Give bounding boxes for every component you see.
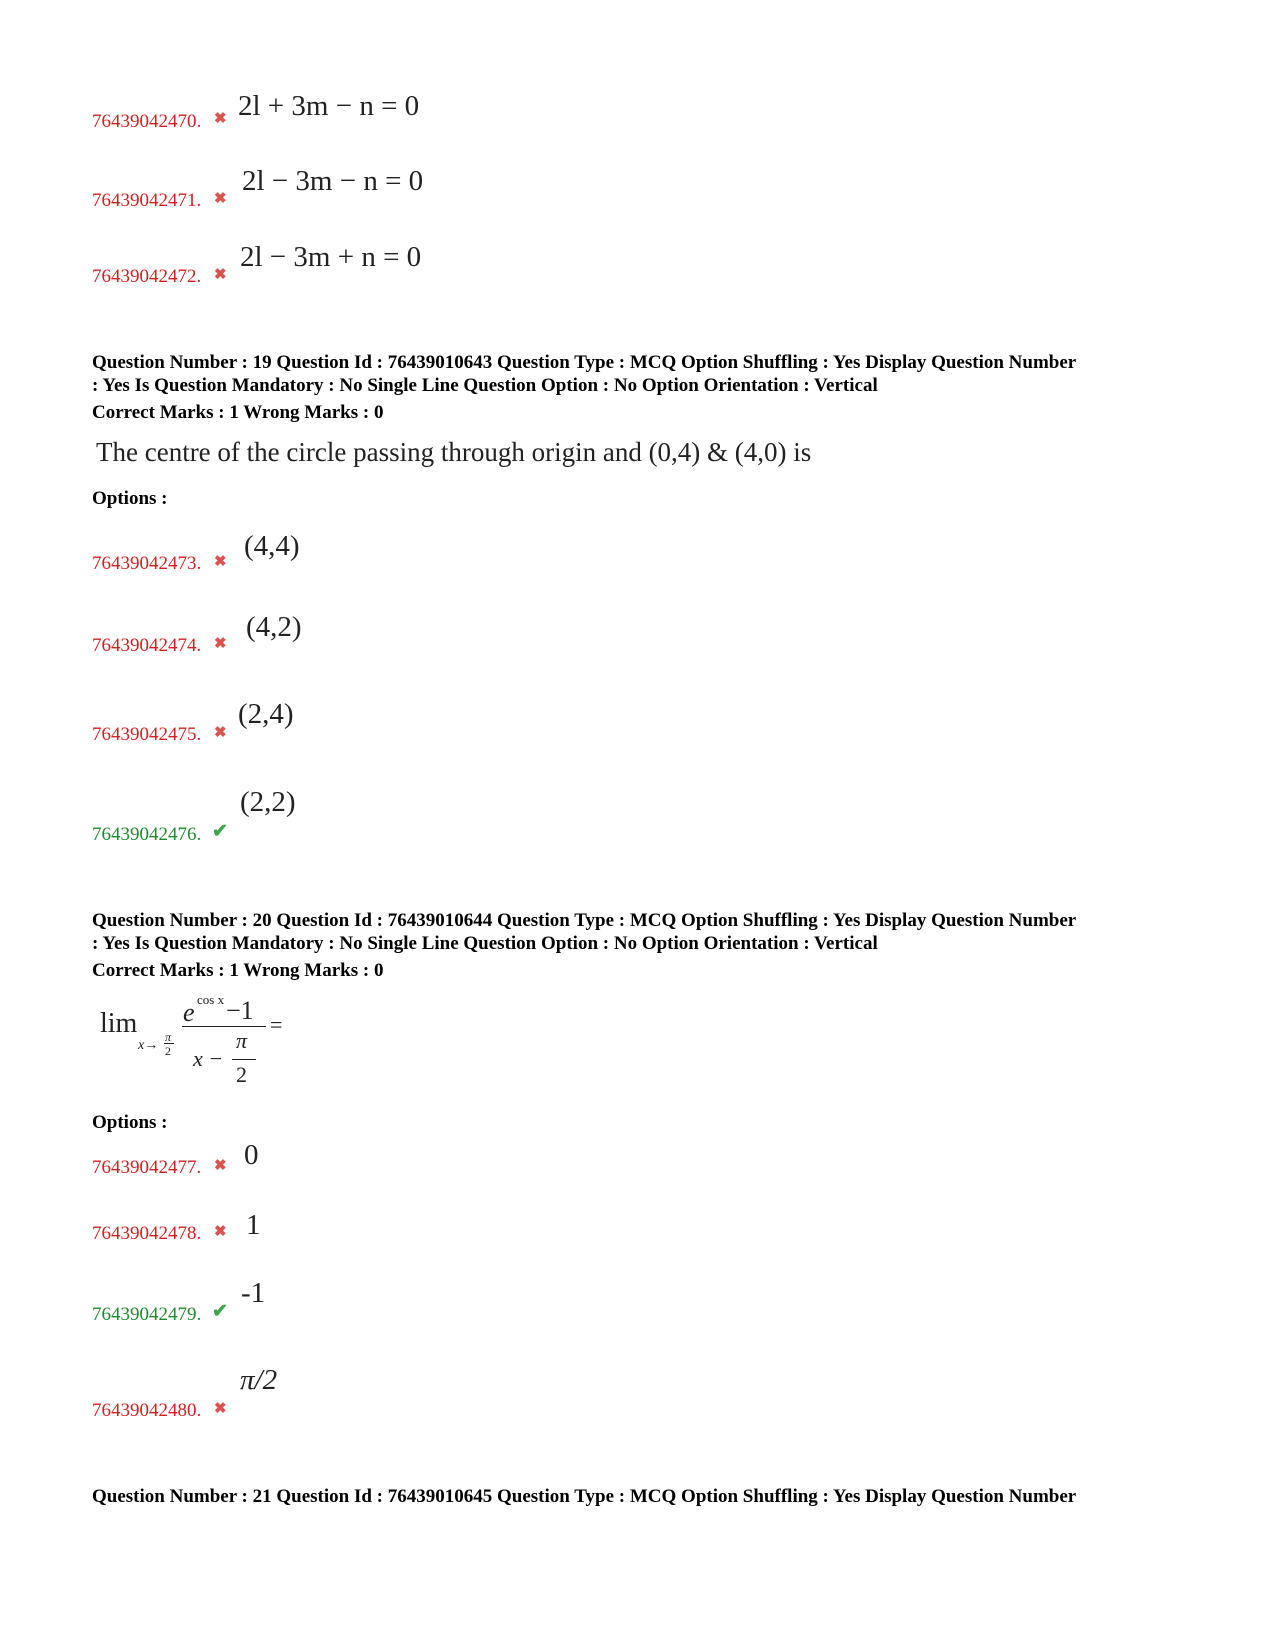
- wrong-mark-icon: ✖: [214, 725, 227, 741]
- question-marks: Correct Marks : 1 Wrong Marks : 0: [92, 960, 384, 981]
- option-math: 2l + 3m − n = 0: [238, 90, 420, 122]
- numerator-rest: −1: [226, 996, 254, 1025]
- lim-word: lim: [100, 1008, 138, 1039]
- wrong-mark-icon: ✖: [214, 554, 227, 570]
- option-math: (2,2): [240, 786, 296, 818]
- option-id: 76439042473.: [92, 553, 202, 574]
- correct-mark-icon: ✔: [212, 1301, 228, 1322]
- denominator-x: x −: [193, 1046, 224, 1071]
- lim-sub-x: x→: [138, 1038, 159, 1053]
- option-id: 76439042478.: [92, 1223, 202, 1244]
- numerator-exponent: cos x: [197, 992, 225, 1007]
- fraction-bar: [182, 1026, 266, 1027]
- options-label: Options :: [92, 1112, 168, 1133]
- question-marks: Correct Marks : 1 Wrong Marks : 0: [92, 402, 384, 423]
- wrong-mark-icon: ✖: [214, 111, 227, 127]
- option-id: 76439042479.: [92, 1304, 202, 1325]
- wrong-mark-icon: ✖: [214, 1158, 227, 1174]
- option-id: 76439042471.: [92, 190, 202, 211]
- option-math: (4,2): [246, 611, 302, 643]
- question-19-text: The centre of the circle passing through origin and (0,4) & (4,0) is: [96, 437, 812, 467]
- wrong-mark-icon: ✖: [214, 191, 227, 207]
- denominator-pi: π: [236, 1028, 248, 1053]
- question-20-meta: [92, 909, 1192, 982]
- question-meta-line: Question Number : 19 Question Id : 76439010643 Question Type : MCQ Option Shuffling : Yes Display Question Number: [92, 352, 1077, 373]
- wrong-mark-icon: ✖: [214, 636, 227, 652]
- option-id: 76439042476.: [92, 824, 202, 845]
- option-id: 76439042477.: [92, 1157, 202, 1178]
- option-math: 0: [244, 1139, 259, 1171]
- question-21-meta: [92, 1485, 1192, 1508]
- question-meta-line: Question Number : 21 Question Id : 76439010645 Question Type : MCQ Option Shuffling : Yes Display Question Number: [92, 1486, 1077, 1507]
- question-19-meta: [92, 351, 1192, 424]
- option-math: 2l − 3m + n = 0: [240, 241, 422, 273]
- option-id: 76439042474.: [92, 635, 202, 656]
- option-math: (4,4): [244, 530, 300, 562]
- option-math: (2,4): [238, 698, 294, 730]
- lim-sub-2: 2: [165, 1044, 171, 1058]
- wrong-mark-icon: ✖: [214, 1224, 227, 1240]
- wrong-mark-icon: ✖: [214, 1401, 227, 1417]
- equals-sign: =: [270, 1012, 283, 1037]
- option-math: 2l − 3m − n = 0: [242, 165, 424, 197]
- lim-sub-pi: π: [165, 1030, 172, 1044]
- option-id: 76439042472.: [92, 266, 202, 287]
- limit-expression: [100, 990, 300, 1095]
- numerator-e: e: [183, 998, 195, 1027]
- question-meta-line: : Yes Is Question Mandatory : No Single Line Question Option : No Option Orientation : Vertical: [92, 933, 878, 954]
- question-meta-line: Question Number : 20 Question Id : 76439010644 Question Type : MCQ Option Shuffling : Yes Display Question Number: [92, 910, 1077, 931]
- question-meta-line: : Yes Is Question Mandatory : No Single Line Question Option : No Option Orientation : Vertical: [92, 375, 878, 396]
- denominator-2: 2: [236, 1062, 247, 1087]
- correct-mark-icon: ✔: [212, 821, 228, 842]
- option-id: 76439042475.: [92, 724, 202, 745]
- denominator-bar: [232, 1059, 256, 1060]
- options-label: Options :: [92, 488, 168, 509]
- wrong-mark-icon: ✖: [214, 267, 227, 283]
- option-math: 1: [246, 1209, 261, 1241]
- option-math: π/2: [240, 1364, 278, 1396]
- option-id: 76439042470.: [92, 111, 202, 132]
- option-math: -1: [241, 1277, 266, 1309]
- option-id: 76439042480.: [92, 1400, 202, 1421]
